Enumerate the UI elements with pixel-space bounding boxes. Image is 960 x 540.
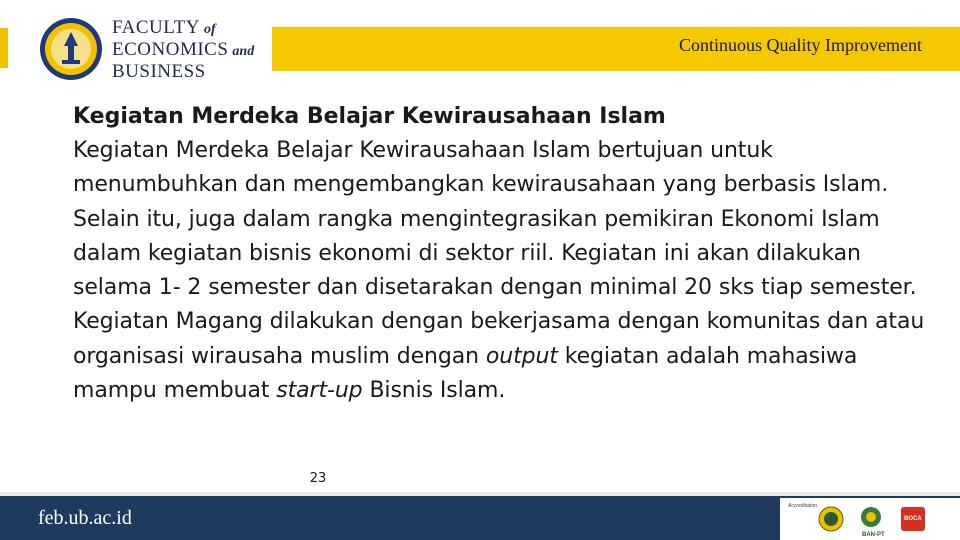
- boca-label: BOCA: [904, 516, 922, 522]
- faculty-and: and: [232, 44, 255, 59]
- faculty-line3: BUSINESS: [112, 61, 206, 82]
- accreditation-label: Accreditation: [788, 503, 817, 509]
- header-left-accent: [0, 28, 8, 68]
- paragraph-text-3: Bisnis Islam.: [362, 378, 506, 404]
- page-number: 23: [309, 471, 327, 486]
- footer-url: feb.ub.ac.id: [38, 507, 132, 529]
- header-tagline: Continuous Quality Improvement: [679, 35, 922, 55]
- slide-content: [73, 100, 943, 408]
- paragraph-italic-startup: start-up: [276, 378, 363, 404]
- paragraph-text-2: kegiatan adalah mahasiwa mampu membuat: [73, 343, 858, 404]
- accreditation-seal-icon: [818, 506, 844, 532]
- slide-heading: Kegiatan Merdeka Belajar Kewirausahaan Islam: [73, 104, 666, 129]
- ban-pt-label: BAN-PT: [862, 532, 885, 538]
- paragraph-text-1: Kegiatan Merdeka Belajar Kewirausahaan Islam bertujuan untuk menumbuhkan dan mengembangkan kewirausahaan yang berbasis Islam. Selain itu, juga dalam rangka mengintegrasikan pemikiran Ekonomi Islam dalam kegiatan bisnis ekonomi di sektor riil. Kegiatan ini akan dilakukan selama 1- 2 semester dan disetarakan dengan minimal 20 sks tiap semester. Kegiatan Magang dilakukan dengan bekerjasama dengan komunitas dan atau organisasi wirausaha muslim dengan: [73, 138, 925, 369]
- slide-paragraph: [73, 134, 943, 408]
- paragraph-italic-output: output: [485, 343, 558, 369]
- faculty-line2: ECONOMICS: [112, 39, 229, 60]
- ban-pt-badge-icon: [858, 506, 884, 532]
- faculty-line1: FACULTY: [112, 17, 200, 38]
- university-seal-logo: [38, 16, 104, 82]
- faculty-of: of: [203, 22, 216, 37]
- faculty-wordmark: [112, 18, 262, 83]
